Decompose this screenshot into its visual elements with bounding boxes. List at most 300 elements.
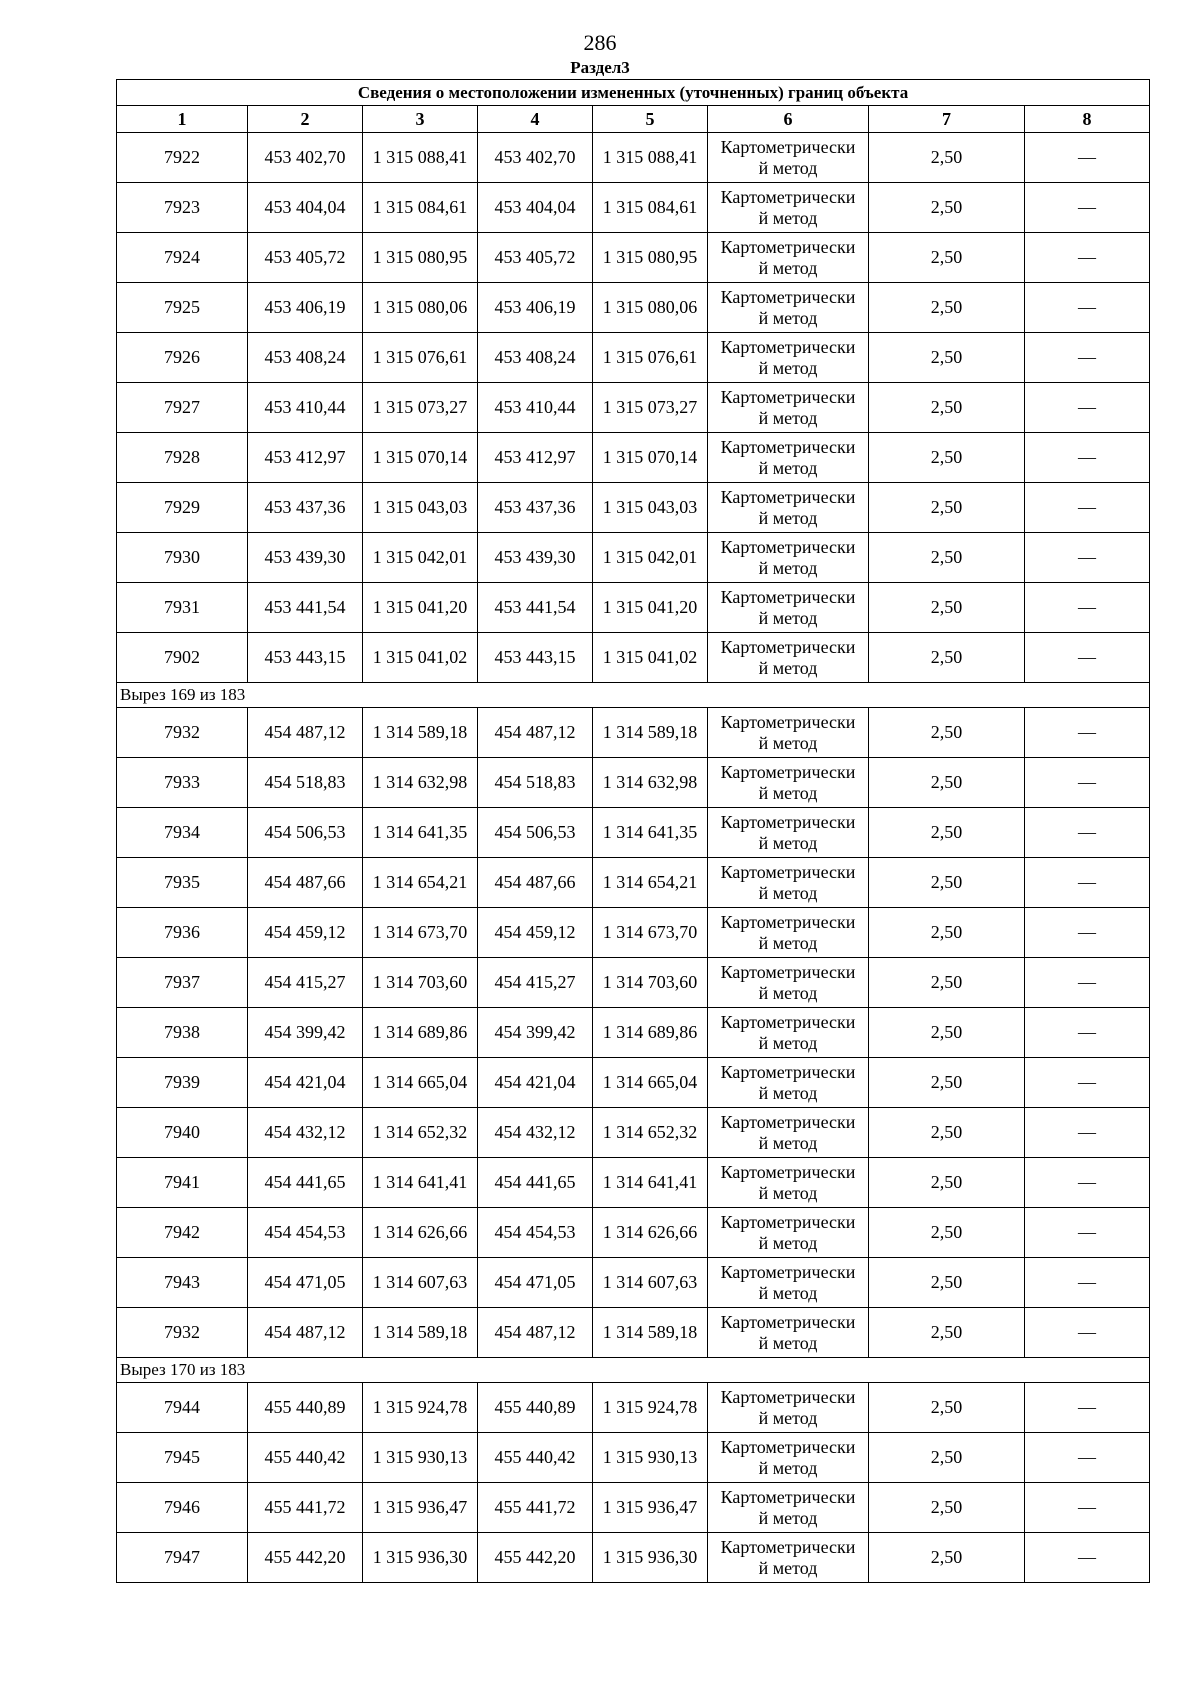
cell-col-2: 454 415,27 xyxy=(248,958,363,1008)
table-row xyxy=(117,958,1150,1008)
cell-col-1: 7927 xyxy=(117,383,248,433)
method-line-1: Картометрически xyxy=(720,1161,856,1182)
cell-col-1: 7934 xyxy=(117,808,248,858)
method-cell xyxy=(708,433,869,483)
cell-col-1: 7946 xyxy=(117,1483,248,1533)
table-row xyxy=(117,583,1150,633)
accuracy-cell: 2,50 xyxy=(869,1158,1025,1208)
accuracy-cell: 2,50 xyxy=(869,1383,1025,1433)
accuracy-cell: 2,50 xyxy=(869,1008,1025,1058)
dash-cell: — xyxy=(1025,1533,1150,1583)
method-cell xyxy=(708,383,869,433)
cell-col-3: 1 315 936,30 xyxy=(363,1533,478,1583)
column-number-row xyxy=(117,106,1150,133)
cell-col-2: 455 440,42 xyxy=(248,1433,363,1483)
cell-col-2: 454 471,05 xyxy=(248,1258,363,1308)
table-row xyxy=(117,333,1150,383)
method-line-1: Картометрически xyxy=(720,1061,856,1082)
cell-col-1: 7939 xyxy=(117,1058,248,1108)
dash-cell: — xyxy=(1025,708,1150,758)
cell-col-3: 1 314 607,63 xyxy=(363,1258,478,1308)
method-line-1: Картометрически xyxy=(720,761,856,782)
cell-col-1: 7944 xyxy=(117,1383,248,1433)
column-number-1: 1 xyxy=(117,106,248,133)
accuracy-cell: 2,50 xyxy=(869,1258,1025,1308)
column-number-3: 3 xyxy=(363,106,478,133)
cell-col-5: 1 315 936,30 xyxy=(593,1533,708,1583)
cell-col-3: 1 315 930,13 xyxy=(363,1433,478,1483)
table-row xyxy=(117,1158,1150,1208)
dash-cell: — xyxy=(1025,1208,1150,1258)
accuracy-cell: 2,50 xyxy=(869,133,1025,183)
cell-col-5: 1 315 930,13 xyxy=(593,1433,708,1483)
method-line-1: Картометрически xyxy=(720,1486,856,1507)
dash-cell: — xyxy=(1025,133,1150,183)
cell-col-5: 1 315 088,41 xyxy=(593,133,708,183)
accuracy-cell: 2,50 xyxy=(869,583,1025,633)
cell-col-5: 1 315 080,95 xyxy=(593,233,708,283)
table-body xyxy=(117,133,1150,1583)
cell-col-3: 1 314 589,18 xyxy=(363,708,478,758)
cell-col-2: 454 518,83 xyxy=(248,758,363,808)
dash-cell: — xyxy=(1025,483,1150,533)
cell-col-3: 1 315 076,61 xyxy=(363,333,478,383)
cell-col-2: 455 441,72 xyxy=(248,1483,363,1533)
dash-cell: — xyxy=(1025,908,1150,958)
method-line-2: й метод xyxy=(758,257,818,278)
cell-col-3: 1 314 703,60 xyxy=(363,958,478,1008)
cell-col-3: 1 314 641,35 xyxy=(363,808,478,858)
dash-cell: — xyxy=(1025,333,1150,383)
table-caption: Сведения о местоположении измененных (уточненных) границ объекта xyxy=(117,80,1150,106)
cell-col-3: 1 314 641,41 xyxy=(363,1158,478,1208)
table-row xyxy=(117,483,1150,533)
method-line-1: Картометрически xyxy=(720,586,856,607)
cell-col-1: 7923 xyxy=(117,183,248,233)
cell-col-2: 454 487,12 xyxy=(248,1308,363,1358)
cell-col-4: 454 399,42 xyxy=(478,1008,593,1058)
method-cell xyxy=(708,1208,869,1258)
cell-col-3: 1 315 080,06 xyxy=(363,283,478,333)
cell-col-1: 7935 xyxy=(117,858,248,908)
cell-col-3: 1 315 041,02 xyxy=(363,633,478,683)
method-line-2: й метод xyxy=(758,207,818,228)
table-row xyxy=(117,1258,1150,1308)
accuracy-cell: 2,50 xyxy=(869,283,1025,333)
cell-col-5: 1 314 626,66 xyxy=(593,1208,708,1258)
cell-col-4: 453 408,24 xyxy=(478,333,593,383)
method-line-2: й метод xyxy=(758,782,818,803)
cell-col-3: 1 315 041,20 xyxy=(363,583,478,633)
method-cell xyxy=(708,708,869,758)
cutout-section-row xyxy=(117,683,1150,708)
accuracy-cell: 2,50 xyxy=(869,433,1025,483)
cell-col-5: 1 314 632,98 xyxy=(593,758,708,808)
cell-col-4: 454 518,83 xyxy=(478,758,593,808)
cell-col-1: 7926 xyxy=(117,333,248,383)
table-row xyxy=(117,633,1150,683)
cell-col-3: 1 315 042,01 xyxy=(363,533,478,583)
accuracy-cell: 2,50 xyxy=(869,808,1025,858)
cell-col-2: 453 439,30 xyxy=(248,533,363,583)
cell-col-5: 1 314 703,60 xyxy=(593,958,708,1008)
cell-col-1: 7929 xyxy=(117,483,248,533)
cell-col-1: 7931 xyxy=(117,583,248,633)
column-number-7: 7 xyxy=(869,106,1025,133)
cell-col-2: 453 441,54 xyxy=(248,583,363,633)
column-number-5: 5 xyxy=(593,106,708,133)
cell-col-5: 1 315 936,47 xyxy=(593,1483,708,1533)
table-row xyxy=(117,233,1150,283)
dash-cell: — xyxy=(1025,1433,1150,1483)
section-title: Раздел3 xyxy=(570,58,630,77)
cell-col-1: 7922 xyxy=(117,133,248,183)
method-cell xyxy=(708,483,869,533)
method-line-1: Картометрически xyxy=(720,536,856,557)
method-cell xyxy=(708,633,869,683)
cell-col-5: 1 314 652,32 xyxy=(593,1108,708,1158)
cell-col-1: 7932 xyxy=(117,1308,248,1358)
cell-col-1: 7925 xyxy=(117,283,248,333)
method-cell xyxy=(708,1483,869,1533)
table-row xyxy=(117,283,1150,333)
method-line-2: й метод xyxy=(758,157,818,178)
cell-col-4: 453 402,70 xyxy=(478,133,593,183)
column-number-8: 8 xyxy=(1025,106,1150,133)
accuracy-cell: 2,50 xyxy=(869,483,1025,533)
cell-col-3: 1 315 070,14 xyxy=(363,433,478,483)
method-line-2: й метод xyxy=(758,732,818,753)
method-cell xyxy=(708,1058,869,1108)
method-cell xyxy=(708,1108,869,1158)
method-line-2: й метод xyxy=(758,1282,818,1303)
method-line-1: Картометрически xyxy=(720,186,856,207)
accuracy-cell: 2,50 xyxy=(869,908,1025,958)
cell-col-2: 453 412,97 xyxy=(248,433,363,483)
accuracy-cell: 2,50 xyxy=(869,958,1025,1008)
cell-col-2: 454 506,53 xyxy=(248,808,363,858)
table-row xyxy=(117,1533,1150,1583)
cell-col-4: 453 441,54 xyxy=(478,583,593,633)
dash-cell: — xyxy=(1025,1008,1150,1058)
cell-col-2: 454 487,66 xyxy=(248,858,363,908)
table-row xyxy=(117,758,1150,808)
cell-col-3: 1 315 080,95 xyxy=(363,233,478,283)
cell-col-1: 7940 xyxy=(117,1108,248,1158)
cell-col-1: 7930 xyxy=(117,533,248,583)
method-cell xyxy=(708,133,869,183)
table-row xyxy=(117,1483,1150,1533)
cell-col-3: 1 314 654,21 xyxy=(363,858,478,908)
cell-col-4: 454 415,27 xyxy=(478,958,593,1008)
cell-col-3: 1 315 043,03 xyxy=(363,483,478,533)
table-row xyxy=(117,708,1150,758)
cell-col-2: 453 405,72 xyxy=(248,233,363,283)
dash-cell: — xyxy=(1025,758,1150,808)
cell-col-5: 1 314 641,35 xyxy=(593,808,708,858)
cell-col-4: 454 487,12 xyxy=(478,1308,593,1358)
accuracy-cell: 2,50 xyxy=(869,1058,1025,1108)
method-line-2: й метод xyxy=(758,1032,818,1053)
cell-col-4: 454 487,66 xyxy=(478,858,593,908)
method-line-2: й метод xyxy=(758,932,818,953)
method-line-1: Картометрически xyxy=(720,861,856,882)
table-row xyxy=(117,533,1150,583)
cell-col-4: 454 487,12 xyxy=(478,708,593,758)
cell-col-5: 1 314 607,63 xyxy=(593,1258,708,1308)
method-cell xyxy=(708,1433,869,1483)
method-line-1: Картометрически xyxy=(720,1261,856,1282)
cutout-section-row xyxy=(117,1358,1150,1383)
method-line-2: й метод xyxy=(758,1132,818,1153)
cutout-section-label: Вырез 169 из 183 xyxy=(117,683,1150,708)
method-line-1: Картометрически xyxy=(720,1011,856,1032)
method-cell xyxy=(708,758,869,808)
method-line-2: й метод xyxy=(758,832,818,853)
method-cell xyxy=(708,1383,869,1433)
cell-col-2: 454 459,12 xyxy=(248,908,363,958)
dash-cell: — xyxy=(1025,1058,1150,1108)
method-cell xyxy=(708,1533,869,1583)
coordinates-table xyxy=(116,79,1150,1583)
cell-col-4: 455 441,72 xyxy=(478,1483,593,1533)
cell-col-5: 1 314 665,04 xyxy=(593,1058,708,1108)
accuracy-cell: 2,50 xyxy=(869,1308,1025,1358)
method-line-2: й метод xyxy=(758,1507,818,1528)
cell-col-2: 454 454,53 xyxy=(248,1208,363,1258)
cell-col-4: 453 443,15 xyxy=(478,633,593,683)
cell-col-2: 454 487,12 xyxy=(248,708,363,758)
cell-col-4: 455 442,20 xyxy=(478,1533,593,1583)
accuracy-cell: 2,50 xyxy=(869,1433,1025,1483)
cell-col-4: 453 406,19 xyxy=(478,283,593,333)
accuracy-cell: 2,50 xyxy=(869,1208,1025,1258)
accuracy-cell: 2,50 xyxy=(869,533,1025,583)
table-row xyxy=(117,1383,1150,1433)
cell-col-1: 7942 xyxy=(117,1208,248,1258)
page-number: 286 xyxy=(583,30,617,55)
cell-col-3: 1 314 665,04 xyxy=(363,1058,478,1108)
method-cell xyxy=(708,533,869,583)
method-cell xyxy=(708,183,869,233)
table-row xyxy=(117,808,1150,858)
dash-cell: — xyxy=(1025,633,1150,683)
dash-cell: — xyxy=(1025,958,1150,1008)
cell-col-3: 1 315 084,61 xyxy=(363,183,478,233)
method-line-1: Картометрически xyxy=(720,711,856,732)
cell-col-4: 453 412,97 xyxy=(478,433,593,483)
cell-col-5: 1 314 589,18 xyxy=(593,1308,708,1358)
method-line-2: й метод xyxy=(758,1457,818,1478)
table-row xyxy=(117,1108,1150,1158)
method-line-1: Картометрически xyxy=(720,1311,856,1332)
cell-col-1: 7937 xyxy=(117,958,248,1008)
dash-cell: — xyxy=(1025,1308,1150,1358)
method-line-2: й метод xyxy=(758,307,818,328)
method-line-1: Картометрически xyxy=(720,1211,856,1232)
cell-col-3: 1 314 632,98 xyxy=(363,758,478,808)
cell-col-2: 453 410,44 xyxy=(248,383,363,433)
method-line-1: Картометрически xyxy=(720,911,856,932)
cell-col-1: 7945 xyxy=(117,1433,248,1483)
cell-col-5: 1 315 924,78 xyxy=(593,1383,708,1433)
accuracy-cell: 2,50 xyxy=(869,1533,1025,1583)
dash-cell: — xyxy=(1025,808,1150,858)
method-cell xyxy=(708,808,869,858)
method-line-1: Картометрически xyxy=(720,286,856,307)
method-line-2: й метод xyxy=(758,1232,818,1253)
method-line-1: Картометрически xyxy=(720,436,856,457)
accuracy-cell: 2,50 xyxy=(869,858,1025,908)
cell-col-2: 453 443,15 xyxy=(248,633,363,683)
cell-col-3: 1 314 589,18 xyxy=(363,1308,478,1358)
method-line-1: Картометрически xyxy=(720,1436,856,1457)
dash-cell: — xyxy=(1025,1383,1150,1433)
table-row xyxy=(117,183,1150,233)
dash-cell: — xyxy=(1025,533,1150,583)
cell-col-5: 1 314 589,18 xyxy=(593,708,708,758)
method-cell xyxy=(708,858,869,908)
cell-col-3: 1 315 936,47 xyxy=(363,1483,478,1533)
method-line-1: Картометрически xyxy=(720,336,856,357)
method-line-1: Картометрически xyxy=(720,1536,856,1557)
cell-col-5: 1 314 689,86 xyxy=(593,1008,708,1058)
method-line-1: Картометрически xyxy=(720,1386,856,1407)
method-line-1: Картометрически xyxy=(720,636,856,657)
method-cell xyxy=(708,1008,869,1058)
cell-col-3: 1 314 673,70 xyxy=(363,908,478,958)
dash-cell: — xyxy=(1025,383,1150,433)
method-line-1: Картометрически xyxy=(720,136,856,157)
cell-col-4: 453 410,44 xyxy=(478,383,593,433)
method-line-2: й метод xyxy=(758,557,818,578)
cell-col-2: 454 399,42 xyxy=(248,1008,363,1058)
dash-cell: — xyxy=(1025,1158,1150,1208)
cell-col-5: 1 314 641,41 xyxy=(593,1158,708,1208)
cell-col-4: 455 440,42 xyxy=(478,1433,593,1483)
accuracy-cell: 2,50 xyxy=(869,383,1025,433)
cell-col-1: 7924 xyxy=(117,233,248,283)
cell-col-5: 1 315 073,27 xyxy=(593,383,708,433)
cell-col-3: 1 315 073,27 xyxy=(363,383,478,433)
cell-col-2: 453 402,70 xyxy=(248,133,363,183)
cell-col-1: 7941 xyxy=(117,1158,248,1208)
method-line-1: Картометрически xyxy=(720,961,856,982)
cell-col-3: 1 314 626,66 xyxy=(363,1208,478,1258)
table-row xyxy=(117,1058,1150,1108)
accuracy-cell: 2,50 xyxy=(869,758,1025,808)
method-line-2: й метод xyxy=(758,882,818,903)
method-cell xyxy=(708,1258,869,1308)
cell-col-5: 1 315 076,61 xyxy=(593,333,708,383)
cell-col-1: 7936 xyxy=(117,908,248,958)
cell-col-4: 453 437,36 xyxy=(478,483,593,533)
dash-cell: — xyxy=(1025,858,1150,908)
method-line-2: й метод xyxy=(758,982,818,1003)
method-line-1: Картометрически xyxy=(720,1111,856,1132)
cell-col-3: 1 314 652,32 xyxy=(363,1108,478,1158)
cell-col-5: 1 315 043,03 xyxy=(593,483,708,533)
dash-cell: — xyxy=(1025,1483,1150,1533)
method-line-2: й метод xyxy=(758,1557,818,1578)
method-cell xyxy=(708,1158,869,1208)
cell-col-1: 7943 xyxy=(117,1258,248,1308)
column-number-6: 6 xyxy=(708,106,869,133)
method-line-2: й метод xyxy=(758,607,818,628)
table-row xyxy=(117,1308,1150,1358)
method-cell xyxy=(708,283,869,333)
cell-col-5: 1 315 042,01 xyxy=(593,533,708,583)
cell-col-4: 455 440,89 xyxy=(478,1383,593,1433)
accuracy-cell: 2,50 xyxy=(869,708,1025,758)
method-line-2: й метод xyxy=(758,1182,818,1203)
accuracy-cell: 2,50 xyxy=(869,233,1025,283)
method-line-2: й метод xyxy=(758,357,818,378)
method-line-1: Картометрически xyxy=(720,811,856,832)
column-number-2: 2 xyxy=(248,106,363,133)
method-line-1: Картометрически xyxy=(720,486,856,507)
cell-col-2: 453 437,36 xyxy=(248,483,363,533)
cutout-section-label: Вырез 170 из 183 xyxy=(117,1358,1150,1383)
cell-col-4: 454 432,12 xyxy=(478,1108,593,1158)
table-row xyxy=(117,858,1150,908)
method-cell xyxy=(708,1308,869,1358)
cell-col-5: 1 315 084,61 xyxy=(593,183,708,233)
cell-col-2: 453 404,04 xyxy=(248,183,363,233)
cell-col-3: 1 315 924,78 xyxy=(363,1383,478,1433)
method-line-2: й метод xyxy=(758,1332,818,1353)
cell-col-5: 1 315 070,14 xyxy=(593,433,708,483)
cell-col-2: 453 406,19 xyxy=(248,283,363,333)
cell-col-4: 453 405,72 xyxy=(478,233,593,283)
table-row xyxy=(117,1208,1150,1258)
cell-col-4: 454 459,12 xyxy=(478,908,593,958)
cell-col-1: 7947 xyxy=(117,1533,248,1583)
cell-col-4: 453 439,30 xyxy=(478,533,593,583)
method-line-2: й метод xyxy=(758,657,818,678)
accuracy-cell: 2,50 xyxy=(869,183,1025,233)
method-cell xyxy=(708,233,869,283)
cell-col-2: 454 421,04 xyxy=(248,1058,363,1108)
dash-cell: — xyxy=(1025,433,1150,483)
cell-col-5: 1 314 673,70 xyxy=(593,908,708,958)
dash-cell: — xyxy=(1025,183,1150,233)
method-line-2: й метод xyxy=(758,407,818,428)
accuracy-cell: 2,50 xyxy=(869,1108,1025,1158)
method-line-1: Картометрически xyxy=(720,236,856,257)
table-row xyxy=(117,433,1150,483)
method-line-2: й метод xyxy=(758,507,818,528)
table-row xyxy=(117,1008,1150,1058)
cell-col-2: 453 408,24 xyxy=(248,333,363,383)
dash-cell: — xyxy=(1025,1108,1150,1158)
table-row xyxy=(117,383,1150,433)
dash-cell: — xyxy=(1025,583,1150,633)
method-line-1: Картометрически xyxy=(720,386,856,407)
cell-col-2: 455 440,89 xyxy=(248,1383,363,1433)
dash-cell: — xyxy=(1025,283,1150,333)
method-line-2: й метод xyxy=(758,1407,818,1428)
cell-col-3: 1 314 689,86 xyxy=(363,1008,478,1058)
method-line-2: й метод xyxy=(758,1082,818,1103)
cell-col-5: 1 314 654,21 xyxy=(593,858,708,908)
cell-col-1: 7932 xyxy=(117,708,248,758)
cell-col-3: 1 315 088,41 xyxy=(363,133,478,183)
cell-col-4: 454 506,53 xyxy=(478,808,593,858)
method-cell xyxy=(708,333,869,383)
cell-col-1: 7928 xyxy=(117,433,248,483)
cell-col-1: 7938 xyxy=(117,1008,248,1058)
